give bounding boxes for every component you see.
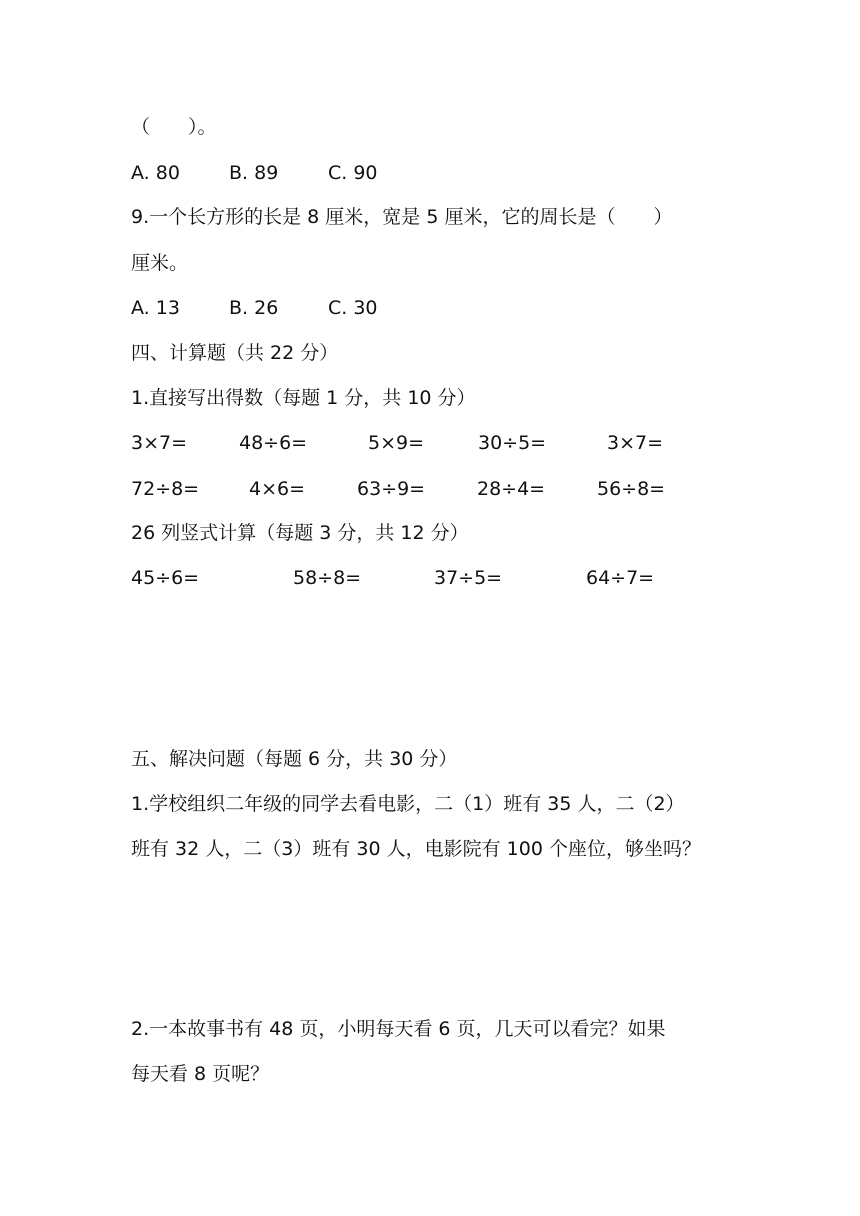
s5-q2-line2: 每天看 8 页呢？ xyxy=(131,1063,270,1085)
oral-calc-item: 63÷9= xyxy=(357,478,426,500)
q8-option-b: B. 89 xyxy=(229,162,279,184)
oral-calc-item: 28÷4= xyxy=(477,478,546,500)
s5-q1-line1: 1.学校组织二年级的同学去看电影，二（1）班有 35 人，二（2） xyxy=(131,793,685,815)
section4-part2-title: 26 列竖式计算（每题 3 分，共 12 分） xyxy=(131,522,469,544)
oral-calc-item: 4×6= xyxy=(249,478,306,500)
q9-option-c: C. 30 xyxy=(328,297,378,319)
q8-option-a: A. 80 xyxy=(131,162,180,184)
q8-option-c: C. 90 xyxy=(328,162,378,184)
q9-option-a: A. 13 xyxy=(131,297,180,319)
oral-calc-item: 56÷8= xyxy=(597,478,666,500)
vertical-calc-item: 45÷6= xyxy=(131,567,200,589)
vertical-calc-item: 58÷8= xyxy=(293,567,362,589)
s5-q1-line2: 班有 32 人，二（3）班有 30 人，电影院有 100 个座位，够坐吗？ xyxy=(131,838,701,860)
s5-q2-line1: 2.一本故事书有 48 页，小明每天看 6 页，几天可以看完？如果 xyxy=(131,1018,666,1040)
oral-calc-item: 3×7= xyxy=(131,432,188,454)
oral-calc-item: 3×7= xyxy=(607,432,664,454)
q9-line1: 9.一个长方形的长是 8 厘米，宽是 5 厘米，它的周长是（ ） xyxy=(131,206,673,228)
section4-part1-title: 1.直接写出得数（每题 1 分，共 10 分） xyxy=(131,387,476,409)
section5-title: 五、解决问题（每题 6 分，共 30 分） xyxy=(131,748,458,770)
q9-line2: 厘米。 xyxy=(131,252,189,274)
vertical-calc-item: 37÷5= xyxy=(434,567,503,589)
vertical-calc-item: 64÷7= xyxy=(586,567,655,589)
oral-calc-item: 48÷6= xyxy=(239,432,308,454)
section4-title: 四、计算题（共 22 分） xyxy=(131,342,339,364)
q8-tail: （ ）。 xyxy=(131,116,217,138)
q9-option-b: B. 26 xyxy=(229,297,279,319)
oral-calc-item: 30÷5= xyxy=(478,432,547,454)
oral-calc-item: 5×9= xyxy=(368,432,425,454)
oral-calc-item: 72÷8= xyxy=(131,478,200,500)
